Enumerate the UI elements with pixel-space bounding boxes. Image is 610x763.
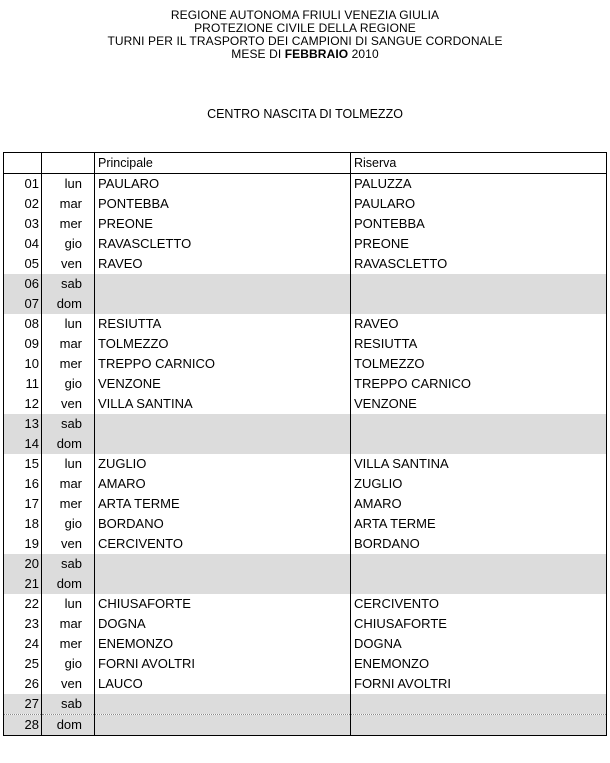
principale-cell: LAUCO [95,674,351,694]
document-header [0,9,610,61]
table-row [4,514,607,534]
riserva-cell: ENEMONZO [351,654,607,674]
day-number-cell: 04 [4,234,42,254]
riserva-cell [351,574,607,594]
principale-cell: ENEMONZO [95,634,351,654]
weekday-cell: gio [42,654,95,674]
principale-cell: CERCIVENTO [95,534,351,554]
header-title: TURNI PER IL TRASPORTO DEI CAMPIONI DI SANGUE CORDONALE [107,34,503,48]
table-row [4,474,607,494]
weekday-cell: lun [42,594,95,614]
day-number-cell: 17 [4,494,42,514]
weekday-cell: lun [42,314,95,334]
month-year: 2010 [348,47,379,61]
table-row [4,254,607,274]
table-row [4,394,607,414]
month-name: FEBBRAIO [284,47,349,61]
principale-cell: VILLA SANTINA [95,394,351,414]
day-number-cell: 08 [4,314,42,334]
day-number-cell: 15 [4,454,42,474]
principale-cell: BORDANO [95,514,351,534]
weekday-cell: ven [42,674,95,694]
riserva-cell: BORDANO [351,534,607,554]
principale-cell [95,574,351,594]
weekday-cell: ven [42,534,95,554]
table-row [4,234,607,254]
weekday-cell: dom [42,715,95,736]
riserva-cell [351,274,607,294]
principale-cell [95,434,351,454]
table-row [4,374,607,394]
day-number-cell: 24 [4,634,42,654]
day-number-cell: 25 [4,654,42,674]
riserva-cell: DOGNA [351,634,607,654]
principale-cell [95,274,351,294]
header-department: PROTEZIONE CIVILE DELLA REGIONE [194,21,416,35]
principale-cell: PREONE [95,214,351,234]
weekday-cell: ven [42,394,95,414]
weekday-cell: mar [42,334,95,354]
weekday-cell: mer [42,354,95,374]
table-row [4,334,607,354]
principale-cell [95,294,351,314]
riserva-cell: CERCIVENTO [351,594,607,614]
weekday-cell: mar [42,194,95,214]
weekday-cell: ven [42,254,95,274]
weekday-cell: gio [42,514,95,534]
riserva-cell: RAVEO [351,314,607,334]
table-row [4,414,607,434]
riserva-cell: PONTEBBA [351,214,607,234]
riserva-cell [351,414,607,434]
riserva-cell: ZUGLIO [351,474,607,494]
riserva-cell [351,294,607,314]
header-cell-principale: Principale [95,153,351,174]
birth-center-city: TOLMEZZO [335,107,403,121]
table-row [4,614,607,634]
day-number-cell: 05 [4,254,42,274]
day-number-cell: 14 [4,434,42,454]
principale-cell [95,694,351,715]
day-number-cell: 19 [4,534,42,554]
principale-cell: CHIUSAFORTE [95,594,351,614]
weekday-cell: dom [42,434,95,454]
header-cell-day-number [4,153,42,174]
riserva-cell: AMARO [351,494,607,514]
day-number-cell: 16 [4,474,42,494]
day-number-cell: 22 [4,594,42,614]
table-row [4,594,607,614]
birth-center-prefix: CENTRO NASCITA DI [207,107,336,121]
riserva-cell: VENZONE [351,394,607,414]
weekday-cell: lun [42,454,95,474]
weekday-cell: mar [42,474,95,494]
weekday-cell: sab [42,274,95,294]
day-number-cell: 09 [4,334,42,354]
riserva-cell: TOLMEZZO [351,354,607,374]
principale-cell: TOLMEZZO [95,334,351,354]
table-row [4,634,607,654]
principale-cell: RAVEO [95,254,351,274]
day-number-cell: 20 [4,554,42,574]
weekday-cell: mar [42,614,95,634]
table-row [4,294,607,314]
principale-cell [95,554,351,574]
weekday-cell: sab [42,694,95,715]
principale-cell [95,414,351,434]
table-row [4,674,607,694]
weekday-cell: sab [42,414,95,434]
weekday-cell: gio [42,374,95,394]
table-row [4,354,607,374]
day-number-cell: 21 [4,574,42,594]
day-number-cell: 06 [4,274,42,294]
principale-cell: VENZONE [95,374,351,394]
day-number-cell: 01 [4,174,42,195]
day-number-cell: 23 [4,614,42,634]
shift-table-body [4,153,607,736]
principale-cell: FORNI AVOLTRI [95,654,351,674]
principale-cell: PAULARO [95,174,351,195]
month-prefix: MESE DI [231,47,285,61]
riserva-cell [351,694,607,715]
table-row [4,214,607,234]
principale-cell: PONTEBBA [95,194,351,214]
riserva-cell: VILLA SANTINA [351,454,607,474]
principale-cell [95,715,351,736]
table-row [4,314,607,334]
table-row [4,194,607,214]
principale-cell: TREPPO CARNICO [95,354,351,374]
table-row [4,454,607,474]
weekday-cell: mer [42,634,95,654]
riserva-cell: RESIUTTA [351,334,607,354]
principale-cell: AMARO [95,474,351,494]
day-number-cell: 28 [4,715,42,736]
table-row [4,274,607,294]
shift-table [3,152,607,736]
day-number-cell: 07 [4,294,42,314]
day-number-cell: 13 [4,414,42,434]
principale-cell: DOGNA [95,614,351,634]
table-row [4,715,607,736]
weekday-cell: lun [42,174,95,195]
table-row [4,434,607,454]
weekday-cell: mer [42,494,95,514]
weekday-cell: dom [42,294,95,314]
riserva-cell: PREONE [351,234,607,254]
principale-cell: RAVASCLETTO [95,234,351,254]
table-row [4,534,607,554]
riserva-cell [351,715,607,736]
riserva-cell: CHIUSAFORTE [351,614,607,634]
weekday-cell: gio [42,234,95,254]
header-cell-riserva: Riserva [351,153,607,174]
table-row [4,494,607,514]
riserva-cell: ARTA TERME [351,514,607,534]
birth-center-title [0,107,610,122]
riserva-cell: PALUZZA [351,174,607,195]
table-row [4,554,607,574]
weekday-cell: mer [42,214,95,234]
table-row [4,654,607,674]
day-number-cell: 10 [4,354,42,374]
day-number-cell: 18 [4,514,42,534]
day-number-cell: 11 [4,374,42,394]
header-cell-weekday [42,153,95,174]
table-row [4,574,607,594]
day-number-cell: 03 [4,214,42,234]
header-month [0,48,610,61]
riserva-cell: PAULARO [351,194,607,214]
riserva-cell [351,554,607,574]
day-number-cell: 27 [4,694,42,715]
table-row [4,694,607,715]
riserva-cell [351,434,607,454]
header-region: REGIONE AUTONOMA FRIULI VENEZIA GIULIA [170,8,440,22]
weekday-cell: dom [42,574,95,594]
day-number-cell: 02 [4,194,42,214]
principale-cell: ZUGLIO [95,454,351,474]
riserva-cell: FORNI AVOLTRI [351,674,607,694]
principale-cell: RESIUTTA [95,314,351,334]
day-number-cell: 26 [4,674,42,694]
weekday-cell: sab [42,554,95,574]
riserva-cell: TREPPO CARNICO [351,374,607,394]
principale-cell: ARTA TERME [95,494,351,514]
day-number-cell: 12 [4,394,42,414]
riserva-cell: RAVASCLETTO [351,254,607,274]
table-row [4,174,607,195]
table-header-row [4,153,607,174]
